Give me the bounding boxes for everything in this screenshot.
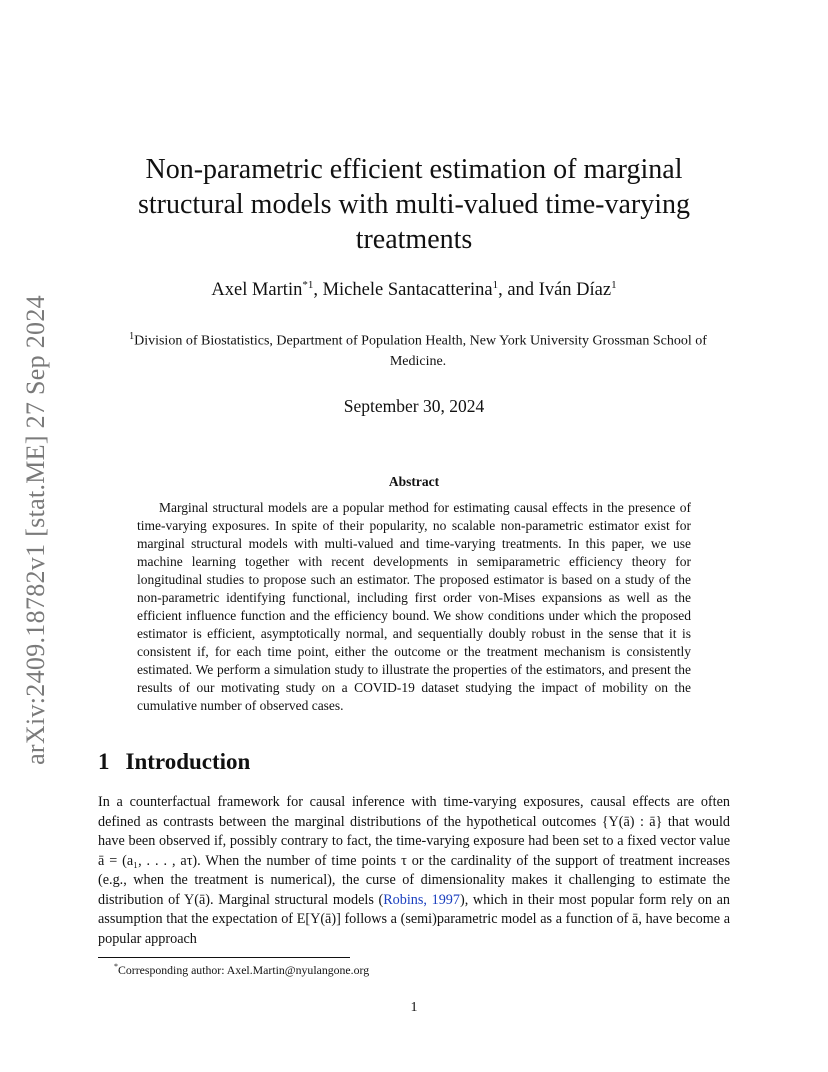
math-expression: Y(ā). (184, 891, 214, 908)
section-title: Introduction (125, 749, 251, 774)
arxiv-identifier: arXiv:2409.18782v1 [stat.ME] 27 Sep 2024 (21, 295, 50, 765)
affiliation-text: Division of Biostatistics, Department of Population Health, New York University Grossman School of Medicine. (134, 333, 707, 369)
author-name: Iván Díaz (538, 280, 612, 301)
math-expression: τ (401, 852, 407, 869)
section-heading (98, 749, 250, 775)
abstract-heading: Abstract (388, 474, 440, 489)
author-separator: , and (498, 280, 539, 301)
affiliation (108, 327, 728, 372)
intro-paragraph (98, 793, 730, 949)
author-name: Michele Santacatterina (322, 280, 493, 301)
footnote (114, 962, 369, 978)
intro-text: When the number of time points (205, 852, 397, 869)
math-expression: ā, (632, 911, 642, 927)
page-number: 1 (410, 1000, 418, 1015)
intro-text: Marginal structural models ( (218, 891, 384, 908)
intro-text: that would have been observed if, possibly contrary to fact, the time-varying exposure had been set to a fixed vector value (98, 813, 731, 849)
footnote-rule (98, 957, 350, 958)
intro-text: follows a (semi)parametric model as a function of (344, 911, 629, 927)
math-expression: E[Y(ā)] (296, 911, 341, 927)
intro-text: or the cardinality of the support of treatment increases (e.g., when the treatment is numerical), the curse of dimensionality makes it challenging to estimate the distribution of (98, 852, 730, 908)
intro-text: have become a popular approach (98, 911, 731, 947)
citation-link[interactable]: Robins, 1997 (383, 891, 460, 908)
intro-text: In a counterfactual framework for causal inference with time-varying exposures, causal effects are often defined as contrasts between the marginal distributions of the hypothetical outcomes (98, 794, 730, 830)
arxiv-identifier-margin (16, 280, 56, 780)
intro-text: ), which in their most popular form rely on an assumption that the expectation of (98, 891, 730, 927)
math-expression: ā = (a₁, . . . , aτ). (98, 852, 201, 869)
author-mark: 1 (492, 279, 499, 291)
author-separator: , (313, 280, 323, 301)
author-list (100, 279, 728, 301)
affiliation-mark: 1 (129, 331, 135, 342)
author-mark: 1 (611, 279, 617, 291)
author-mark: *1 (302, 279, 314, 291)
abstract-body: Marginal structural models are a popular method for estimating causal effects in the presence of time-varying exposures. In spite of their popularity, no scalable non-parametric estimator exist for marginal structural models with multi-valued and time-varying treatments. In this paper, we use machine learning together with recent developments in semiparametric efficiency theory for longitudinal studies to propose such an estimator. The proposed estimator is based on a study of the non-parametric identifying functional, including first order von-Mises expansions as well as the efficient influence function and the efficiency bound. We show conditions under which the proposed estimator is efficient, asymptotically normal, and sequentially doubly robust in the sense that it is consistent if, for each time point, either the outcome or the treatment mechanism is consistently estimated. We perform a simulation study to illustrate the properties of the estimators, and present the results of our motivating study on a COVID-19 dataset studying the impact of mobility on the cumulative number of observed cases. (137, 500, 691, 713)
paper-title: Non-parametric efficient estimation of marginal structural models with multi-valued time-varying treatments (137, 154, 691, 255)
footnote-mark: * (114, 962, 118, 971)
math-expression: {Y(ā) : ā} (601, 813, 663, 830)
publication-date: September 30, 2024 (343, 396, 485, 416)
footnote-text: Corresponding author: Axel.Martin@nyulangone.org (118, 962, 370, 977)
author-name: Axel Martin (211, 280, 303, 301)
section-number: 1 (98, 749, 110, 774)
